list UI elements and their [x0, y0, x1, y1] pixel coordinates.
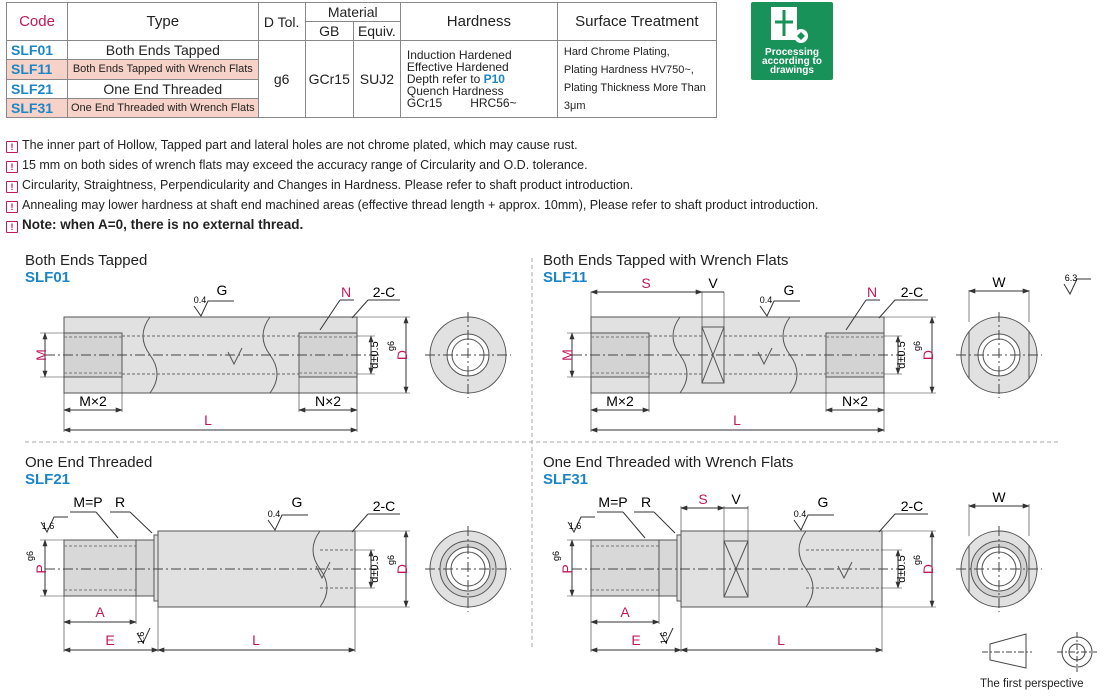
label-p: P [33, 564, 49, 574]
label-outer-dia: D [920, 563, 936, 575]
label-s: S [641, 275, 651, 291]
note-text: Circularity, Straightness, Perpendicularity and Changes in Hardness. Please refer to shaft product introduction. [22, 178, 634, 192]
label-a: A [95, 604, 105, 620]
note-text: Annealing may lower hardness at shaft end machined areas (effective thread length + approx. 10mm), Please refer to shaft product introduction. [22, 198, 819, 212]
header-material: Material [305, 3, 400, 22]
roughness-value: 1.6 [136, 631, 146, 645]
label-v: V [731, 491, 741, 507]
warning-icon: ! [6, 221, 18, 233]
label-mp: M=P [598, 494, 628, 510]
label-length: L [204, 412, 212, 428]
projection-symbol-icon [982, 632, 1097, 672]
header-hardness: Hardness [400, 3, 557, 41]
note-text: The inner part of Hollow, Tapped part and lateral holes are not chrome plated, which may cause rust. [22, 138, 578, 152]
label-e: E [631, 632, 641, 648]
hardness-value: HRC56~ [470, 96, 517, 110]
hardness-line-3-text: Depth refer to [406, 72, 484, 86]
note-text: Note: when A=0, there is no external thread. [22, 217, 304, 232]
type-cell: One End Threaded with Wrench Flats [68, 98, 259, 117]
label-n: N [340, 284, 352, 300]
type-cell: Both Ends Tapped with Wrench Flats [68, 60, 259, 79]
label-length: L [252, 632, 260, 648]
label-n-depth: N×2 [314, 393, 342, 409]
drawing-title: One End Threaded with Wrench Flats [543, 454, 794, 471]
label-tol: g6 [386, 554, 396, 566]
drawing-code: SLF21 [25, 471, 71, 488]
label-chamfer: 2-C [372, 284, 396, 300]
label-s: S [698, 491, 708, 507]
label-g: G [817, 494, 829, 510]
drawing-slf31 [551, 489, 1042, 652]
label-chamfer: 2-C [900, 498, 924, 514]
drawing-code: SLF11 [543, 269, 588, 286]
label-r: R [114, 494, 126, 510]
code-cell: SLF01 [7, 41, 68, 60]
label-w: W [992, 489, 1006, 505]
roughness-value: 0.4 [193, 295, 207, 305]
header-surface: Surface Treatment [557, 3, 716, 41]
label-m: M [33, 349, 49, 361]
label-inner-dia: d±0.5 [896, 555, 908, 583]
label-g: G [291, 494, 303, 510]
note-text: 15 mm on both sides of wrench flats may exceed the accuracy range of Circularity and O.D. tolerance. [22, 158, 588, 172]
surface-line-3: Plating Thickness More Than 3μm [563, 82, 706, 112]
label-r: R [640, 494, 652, 510]
label-g: G [216, 282, 228, 298]
label-inner-dia: d±0.5 [369, 341, 381, 369]
hardness-material: GCr15 [406, 96, 443, 110]
roughness-value: 0.4 [793, 509, 807, 519]
label-tol: g6 [25, 550, 35, 562]
badge-line-3: drawings [770, 65, 814, 76]
label-inner-dia: d±0.5 [896, 341, 908, 369]
drawing-title: Both Ends Tapped [25, 252, 148, 269]
label-outer-dia: D [394, 563, 410, 575]
badge-line-2: according to [761, 56, 822, 67]
label-n: N [866, 284, 878, 300]
type-cell: One End Threaded [68, 79, 259, 98]
surface-line-2: Plating Hardness HV750~, [563, 64, 694, 76]
label-m-depth: M×2 [79, 393, 107, 409]
code-cell: SLF21 [7, 79, 68, 98]
roughness-value: 0.4 [759, 295, 773, 305]
type-cell: Both Ends Tapped [68, 41, 259, 60]
label-e: E [105, 632, 115, 648]
code-cell: SLF11 [7, 60, 68, 79]
hardness-line-2: Effective Hardened [406, 60, 509, 74]
drawing-slf11 [559, 273, 1091, 432]
label-w: W [992, 274, 1006, 290]
roughness-value: 1.6 [41, 521, 55, 531]
hardness-line-1: Induction Hardened [406, 48, 512, 62]
page-link-p10[interactable]: P10 [483, 72, 505, 86]
drawing-title: Both Ends Tapped with Wrench Flats [543, 252, 789, 269]
warning-icon: ! [6, 141, 18, 153]
surface-line-1: Hard Chrome Plating, [563, 46, 670, 58]
roughness-value: 1.6 [568, 521, 582, 531]
warning-icon: ! [6, 181, 18, 193]
drawing-code: SLF31 [543, 471, 589, 488]
drawing-title: One End Threaded [25, 454, 153, 471]
drawing-slf21 [25, 494, 511, 652]
code-cell: SLF31 [7, 98, 68, 117]
label-tol: g6 [386, 340, 396, 352]
label-length: L [777, 632, 785, 648]
projection-caption: The first perspective [980, 678, 1084, 690]
label-p: P [559, 564, 575, 574]
label-chamfer: 2-C [372, 498, 396, 514]
hardness-line-4: Quench Hardness [406, 84, 504, 98]
badge-line-1: Processing [765, 47, 819, 58]
gb-cell: GCr15 [305, 41, 353, 118]
label-chamfer: 2-C [900, 284, 924, 300]
label-n-depth: N×2 [841, 393, 869, 409]
label-inner-dia: d±0.5 [369, 555, 381, 583]
header-gb: GB [305, 22, 353, 41]
label-outer-dia: D [920, 349, 936, 361]
drawing-slf01 [33, 282, 511, 432]
warning-icon: ! [6, 201, 18, 213]
label-a: A [620, 604, 630, 620]
label-tol: g6 [912, 554, 922, 566]
label-length: L [733, 412, 741, 428]
header-dtol: D Tol. [258, 3, 305, 41]
roughness-general: 6.3 [1064, 273, 1078, 283]
label-mp: M=P [73, 494, 103, 510]
dtol-cell: g6 [258, 41, 305, 118]
label-v: V [708, 275, 718, 291]
equiv-cell: SUJ2 [353, 41, 400, 118]
header-code: Code [7, 3, 68, 41]
header-type: Type [68, 3, 259, 41]
drawing-code: SLF01 [25, 269, 71, 286]
header-equiv: Equiv. [353, 22, 400, 41]
warning-icon: ! [6, 161, 18, 173]
label-outer-dia: D [394, 349, 410, 361]
roughness-value: 0.4 [267, 509, 281, 519]
roughness-value: 1.6 [659, 631, 669, 645]
label-tol: g6 [912, 340, 922, 352]
label-g: G [783, 282, 795, 298]
label-tol: g6 [551, 550, 561, 562]
label-m-depth: M×2 [606, 393, 634, 409]
label-m: M [559, 349, 575, 361]
